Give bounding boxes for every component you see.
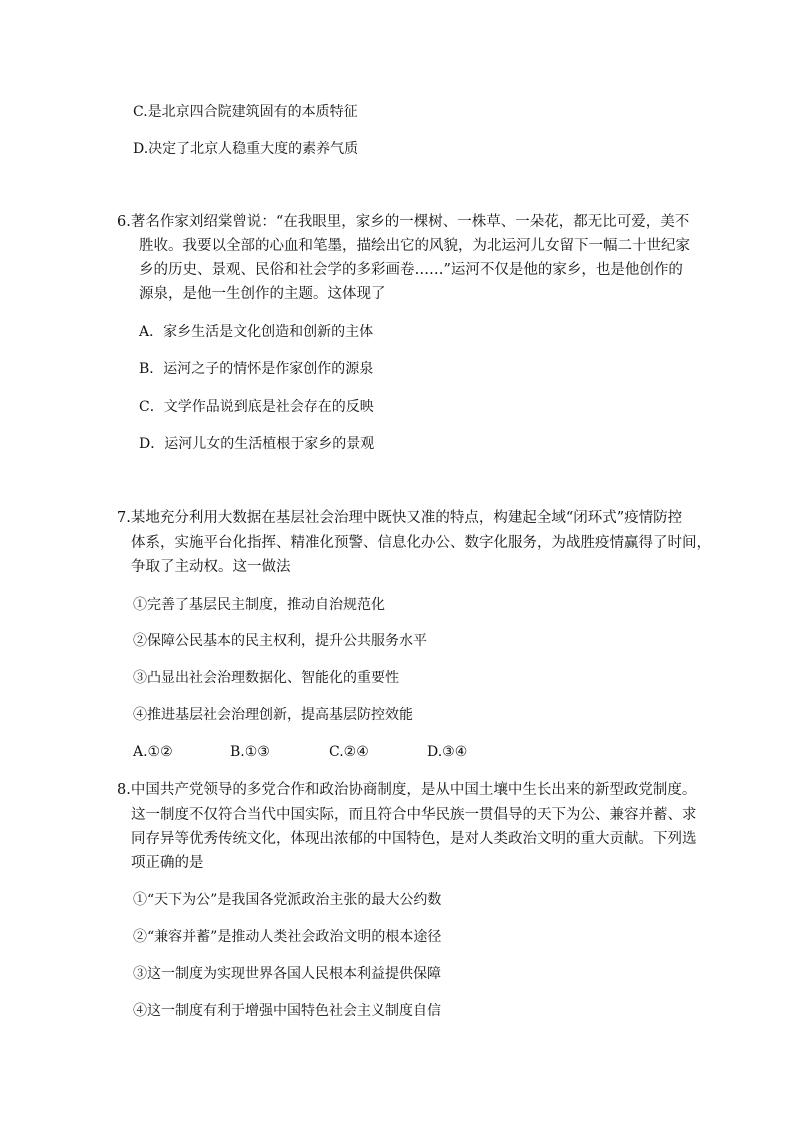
- q7-answer-b: B.①③: [230, 744, 270, 760]
- q7-stem-line-2: 体系，实施平台化指挥、精准化预警、信息化办公、数字化服务，为战胜疫情赢得了时间，: [131, 535, 711, 551]
- q7-item-1: ①完善了基层民主制度，推动自治规范化: [133, 597, 385, 613]
- q8-item-2: ②“兼容并蓄”是推动人类社会政治文明的根本途径: [133, 929, 442, 945]
- q5-option-d: D.决定了北京人稳重大度的素养气质: [133, 141, 359, 157]
- q6-stem-line-2: 胜收。我要以全部的心血和笔墨，描绘出它的风貌，为北运河儿女留下一幅二十世纪家: [139, 238, 690, 254]
- q8-item-1: ①“天下为公”是我国各党派政治主张的最大公约数: [133, 892, 442, 908]
- q7-item-4: ④推进基层社会治理创新，提高基层防控效能: [133, 707, 413, 723]
- q7-answer-c: C.②④: [329, 744, 369, 760]
- q8-stem-line-3: 同存异等优秀传统文化，体现出浓郁的中国特色，是对人类政治文明的重大贡献。下列选: [131, 831, 697, 847]
- q7-answer-d: D.③④: [427, 744, 468, 760]
- q8-item-4: ④这一制度有利于增强中国特色社会主义制度自信: [133, 1003, 441, 1019]
- q5-option-c: C.是北京四合院建筑固有的本质特征: [133, 104, 358, 120]
- q6-stem-line-4: 源泉，是他一生创作的主题。这体现了: [139, 286, 386, 302]
- q8-item-3: ③这一制度为实现世界各国人民根本利益提供保障: [133, 966, 441, 982]
- q6-option-d: D．运河儿女的生活植根于家乡的景观: [139, 436, 375, 452]
- q7-stem-line-1: 7.某地充分利用大数据在基层社会治理中既快又准的特点，构建起全域“闭环式”疫情防控: [117, 510, 683, 526]
- q8-stem-line-1: 8.中国共产党领导的多党合作和政治协商制度，是从中国土壤中生长出来的新型政党制度。: [117, 782, 697, 798]
- q7-stem-line-3: 争取了主动权。这一做法: [131, 559, 291, 575]
- q7-answer-row: [133, 743, 533, 763]
- q6-stem-line-3: 乡的历史、景观、民俗和社会学的多彩画卷……”运河不仅是他的家乡，也是他创作的: [139, 262, 683, 278]
- q6-stem-line-1: 6.著名作家刘绍棠曾说：“在我眼里，家乡的一棵树、一株草、一朵花，都无比可爱，美不: [117, 214, 690, 230]
- q8-stem-line-2: 这一制度不仅符合当代中国实际，而且符合中华民族一贯倡导的天下为公、兼容并蓄、求: [131, 807, 697, 823]
- q7-answer-a: A.①②: [133, 744, 173, 760]
- q7-item-3: ③凸显出社会治理数据化、智能化的重要性: [133, 670, 399, 686]
- q6-option-c: C．文学作品说到底是社会存在的反映: [139, 399, 374, 415]
- q6-option-a: A．家乡生活是文化创造和创新的主体: [139, 324, 374, 340]
- q8-stem-line-4: 项正确的是: [131, 855, 204, 871]
- q7-item-2: ②保障公民基本的民主权利，提升公共服务水平: [133, 633, 427, 649]
- q6-option-b: B．运河之子的情怀是作家创作的源泉: [139, 361, 374, 377]
